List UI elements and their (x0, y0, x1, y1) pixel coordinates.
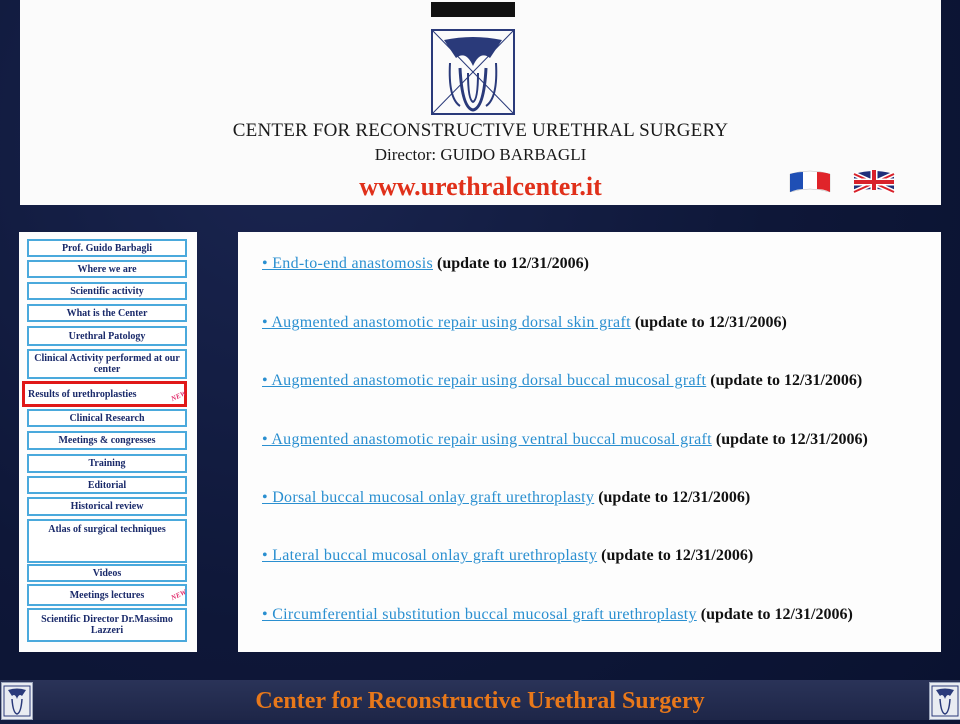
sidebar-item-clinical-research[interactable]: Clinical Research (27, 409, 187, 427)
sidebar-item-urethral-patology[interactable]: Urethral Patology (27, 326, 187, 346)
footer-title: Center for Reconstructive Urethral Surgery (255, 688, 705, 714)
update-date: (update to 12/31/2006) (715, 431, 868, 448)
list-item (262, 371, 922, 391)
sidebar-item-videos[interactable]: Videos (27, 564, 187, 582)
website-url-link[interactable]: www.urethralcenter.it (359, 172, 602, 201)
sidebar-item-historical-review[interactable]: Historical review (27, 497, 187, 516)
sidebar-item-where-we-are[interactable]: Where we are (27, 260, 187, 278)
sidebar-item-scientific-activity[interactable]: Scientific activity (27, 282, 187, 300)
sidebar-item-clinical-activity[interactable]: Clinical Activity performed at our center (27, 349, 187, 379)
list-item (262, 605, 922, 625)
uk-flag-icon[interactable] (852, 168, 896, 196)
link-ventral-buccal-mucosal-graft[interactable]: • Augmented anastomotic repair using ventral buccal mucosal graft (262, 431, 712, 448)
sidebar-item-what-is-center[interactable]: What is the Center (27, 304, 187, 322)
update-date: (update to 12/31/2006) (710, 372, 863, 389)
sidebar-item-scientific-director[interactable]: Scientific Director Dr.Massimo Lazzeri (27, 608, 187, 642)
list-item (262, 488, 922, 508)
new-badge: NEW (169, 588, 188, 603)
sidebar-item-label: Results of urethroplasties (28, 388, 137, 400)
update-date: (update to 12/31/2006) (437, 255, 589, 272)
update-date: (update to 12/31/2006) (601, 547, 754, 564)
link-lateral-onlay-urethroplasty[interactable]: • Lateral buccal mucosal onlay graft urethroplasty (262, 547, 598, 564)
link-circumferential-substitution[interactable]: • Circumferential substitution buccal mucosal graft urethroplasty (262, 606, 697, 623)
director-name: Director: GUIDO BARBAGLI (374, 145, 587, 164)
list-item (262, 254, 922, 274)
link-dorsal-onlay-urethroplasty[interactable]: • Dorsal buccal mucosal onlay graft urethroplasty (262, 489, 595, 506)
sidebar-item-editorial[interactable]: Editorial (27, 476, 187, 494)
update-date: (update to 12/31/2006) (700, 606, 853, 623)
list-item (262, 313, 922, 333)
update-date: (update to 12/31/2006) (598, 489, 751, 506)
sidebar-item-results-urethroplasties[interactable] (22, 381, 187, 407)
sidebar-item-training[interactable]: Training (27, 454, 187, 473)
sidebar-nav (19, 232, 197, 652)
center-title: CENTER FOR RECONSTRUCTIVE URETHRAL SURGERY (232, 120, 729, 141)
sidebar-item-meetings-congresses[interactable]: Meetings & congresses (27, 431, 187, 450)
link-end-to-end-anastomosis[interactable]: • End-to-end anastomosis (262, 255, 433, 272)
center-logo (430, 28, 516, 120)
header-black-bar (431, 2, 515, 17)
sidebar-item-meetings-lectures[interactable] (27, 584, 187, 606)
site-footer (0, 680, 960, 720)
french-flag-icon[interactable] (788, 168, 832, 196)
results-content-panel (238, 232, 941, 652)
new-badge: NEW (169, 389, 188, 404)
list-item (262, 546, 922, 566)
sidebar-item-prof-barbagli[interactable]: Prof. Guido Barbagli (27, 239, 187, 257)
sidebar-item-atlas[interactable]: Atlas of surgical techniques (27, 519, 187, 563)
link-dorsal-buccal-mucosal-graft[interactable]: • Augmented anastomotic repair using dorsal buccal mucosal graft (262, 372, 707, 389)
site-header (20, 0, 941, 205)
footer-logo-icon (929, 682, 960, 720)
update-date: (update to 12/31/2006) (634, 314, 787, 331)
link-dorsal-skin-graft[interactable]: • Augmented anastomotic repair using dorsal skin graft (262, 314, 631, 331)
list-item (262, 430, 922, 450)
sidebar-item-label: Meetings lectures (69, 589, 145, 601)
